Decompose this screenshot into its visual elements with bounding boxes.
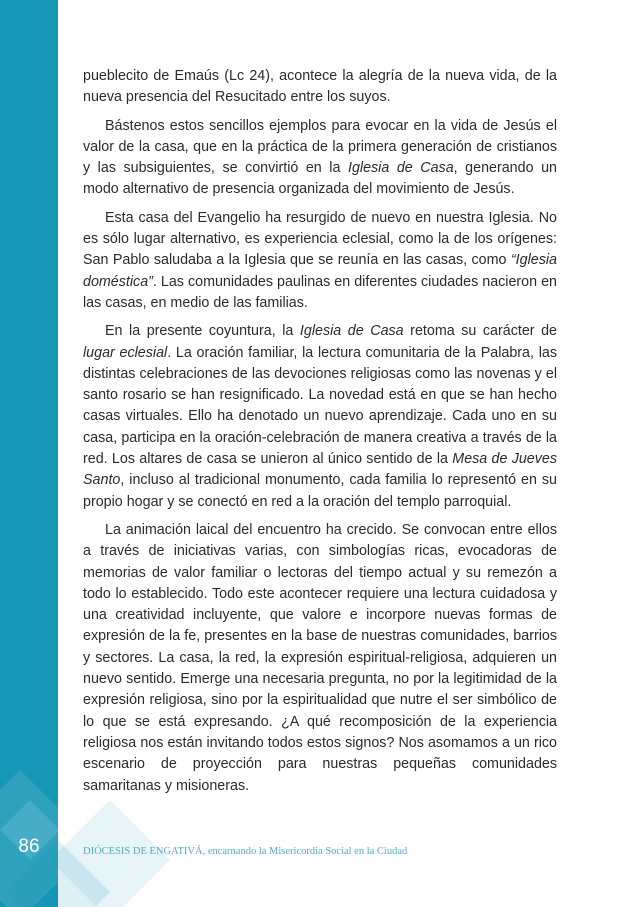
paragraph-5-text: La animación laical del encuentro ha crecido. Se convocan entre ellos a través de iniciativas varias, con simbologías ricas, evocadoras de memorias de valor familiar o lectoras del tiempo actual y su remezón a todo lo establecido. Todo este acontecer requiere una lectura cuidadosa y una creatividad incluyente, que valore e incorpore nuevas formas de expresión de la fe, presentes en la base de nuestras comunidades, barrios y sectores. La casa, la red, la expresión espiritual-religiosa, adquieren un nuevo sentido. Emerge una necesaria pregunta, no por la legitimidad de la expresión religiosa, sino por la espiritualidad que nutre el ser simbólico de lo que se está expresando. ¿A qué recomposición de la experiencia religiosa nos están invitando todos estos signos? Nos asomamos a un rico escenario de proyección para nuestras pequeñas comunidades samaritanas y misioneras.	[83, 521, 557, 794]
paragraph-3-emphasis: “Iglesia doméstica”	[83, 252, 557, 290]
paragraph-3-text-b: . Las comunidades paulinas en diferentes ciudades nacieron en las casas, en medio de las familias.	[83, 273, 557, 311]
paragraph-4-text-d: , incluso al tradicional monumento, cada familia lo representó en su propio hogar y se conectó en red a la oración del templo parroquial.	[83, 472, 557, 510]
paragraph-4-emphasis-3: Mesa de Jueves Santo	[83, 451, 557, 489]
running-footer	[83, 846, 407, 857]
paragraph-4	[83, 321, 557, 513]
paragraph-4-text-a: En la presente coyuntura, la	[105, 323, 300, 340]
paragraph-4-text-c: . La oración familiar, la lectura comunitaria de la Palabra, las distintas celebraciones de las devociones religiosas como las novenas y el santo rosario se han resignificado. La novedad está en que se han hecho casas virtuales. Ello ha denotado un nuevo aprendizaje. Cada uno en su casa, participa en la oración-celebración de manera creativa a través de la red. Los altares de casa se unieron al único sentido de la	[83, 344, 557, 468]
footer-subtitle: encarnando la Misericordia Social en la Ciudad	[207, 846, 408, 857]
paragraph-5	[83, 520, 557, 797]
body-text	[83, 66, 557, 804]
paragraph-2-text-a: Bástenos estos sencillos ejemplos para evocar en la vida de Jesús el valor de la casa, que en la práctica de la primera generación de cristianos y las subsiguientes, se convirtió en la	[83, 117, 557, 177]
paragraph-2-emphasis: Iglesia de Casa	[347, 160, 454, 177]
paragraph-2	[83, 116, 557, 201]
paragraph-3-text-a: Esta casa del Evangelio ha resurgido de nuevo en nuestra Iglesia. No es sólo lugar alternativo, es experiencia eclesial, como la de los orígenes: San Pablo saludaba a la Iglesia que se reunía en las casas, como	[83, 209, 557, 269]
paragraph-4-emphasis-2: lugar eclesial	[83, 344, 168, 361]
paragraph-1	[83, 66, 557, 109]
paragraph-4-emphasis-1: Iglesia de Casa	[299, 323, 404, 340]
paragraph-2-text-b: , generando un modo alternativo de presencia organizada del movimiento de Jesús.	[83, 160, 557, 198]
paragraph-3	[83, 208, 557, 314]
paragraph-4-text-b: retoma su carácter de	[403, 323, 557, 340]
page-sidebar-band	[0, 0, 58, 907]
page-number: 86	[18, 836, 40, 857]
paragraph-1-text: pueblecito de Emaús (Lc 24), acontece la alegría de la nueva vida, de la nueva presencia del Resucitado entre los suyos.	[83, 68, 557, 106]
footer-org: DIÓCESIS DE ENGATIVÁ,	[83, 846, 206, 857]
